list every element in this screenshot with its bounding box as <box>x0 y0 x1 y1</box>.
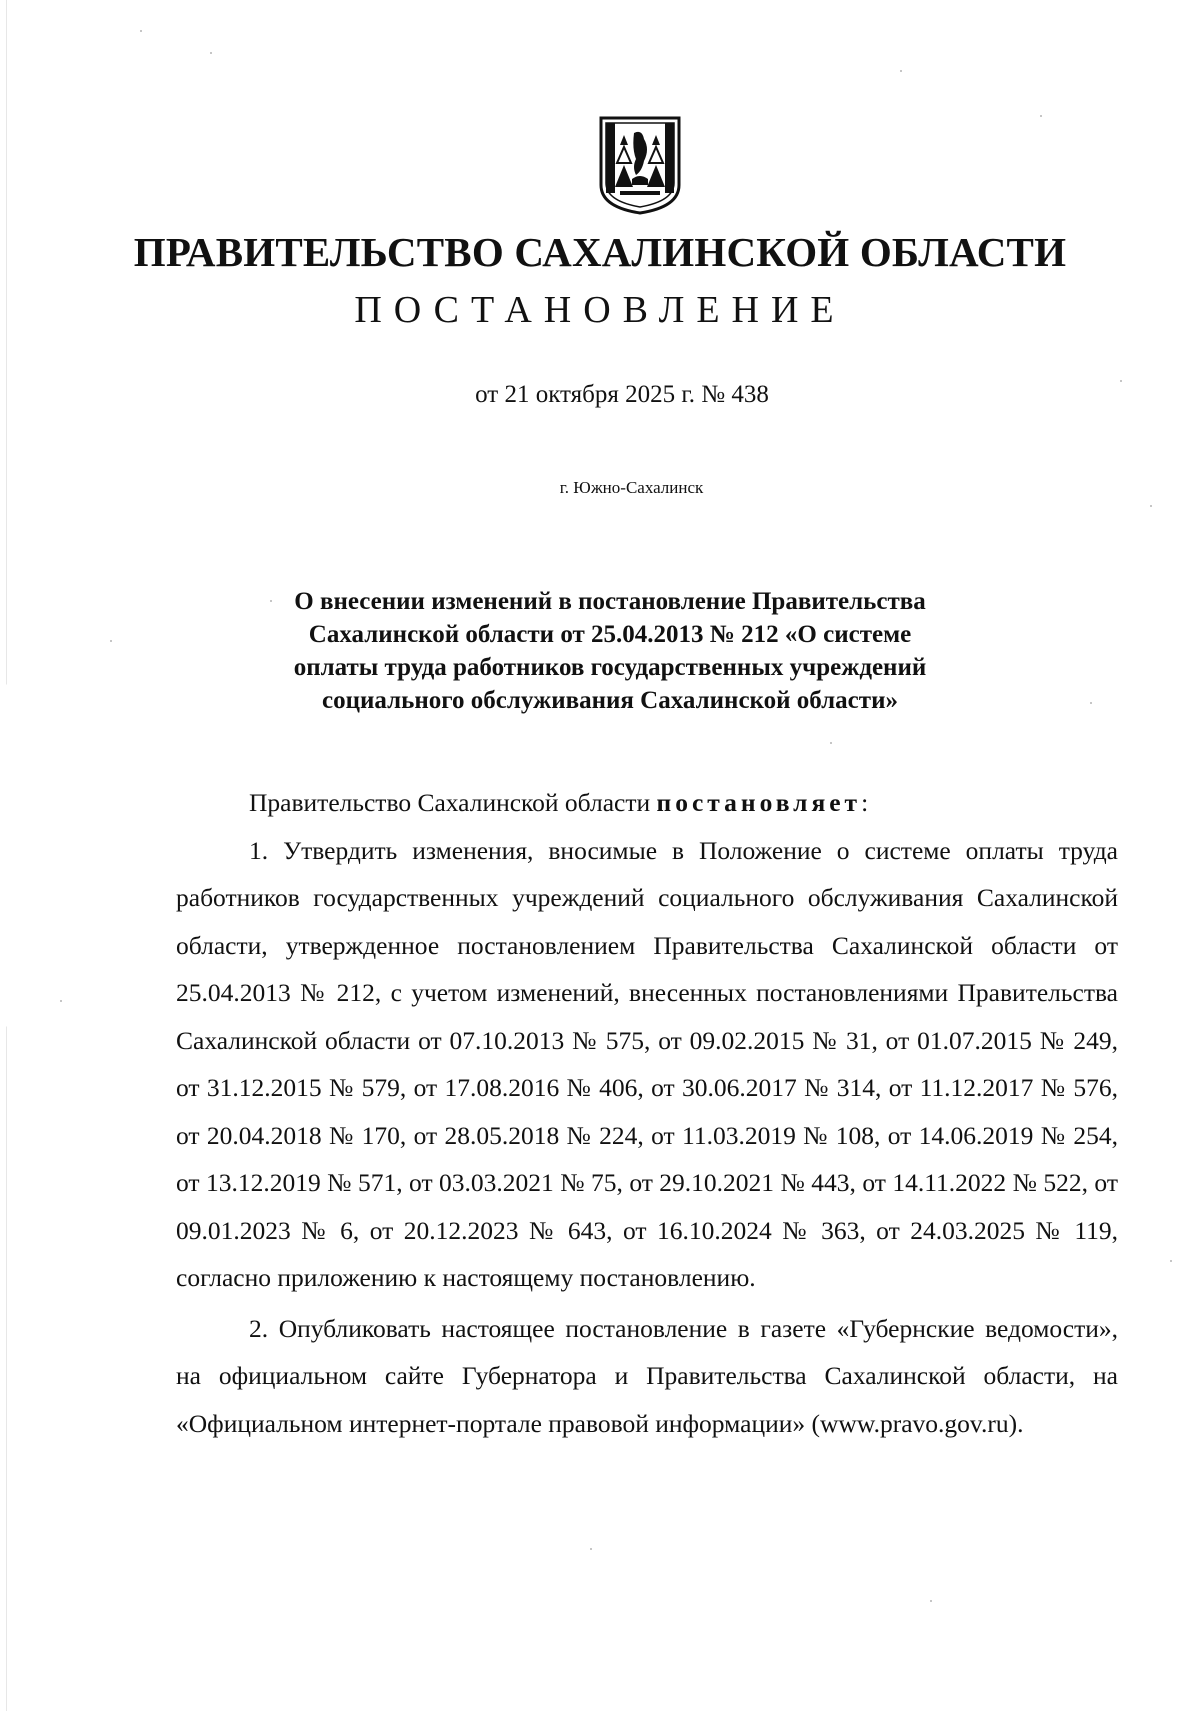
document-city: г. Южно-Сахалинск <box>559 478 704 497</box>
subject-line: О внесении изменений в постановление Правительства <box>294 588 926 615</box>
scan-speck <box>1170 1260 1172 1262</box>
subject-line: Сахалинской области от 25.04.2013 № 212 «О системе <box>308 621 912 648</box>
government-title: ПРАВИТЕЛЬСТВО САХАЛИНСКОЙ ОБЛАСТИ <box>133 229 1067 275</box>
subject-line: социального обслуживания Сахалинской области» <box>322 687 898 714</box>
scan-speck <box>1150 505 1152 507</box>
scan-speck <box>140 30 142 32</box>
scan-speck <box>60 1000 62 1002</box>
scan-speck <box>1040 115 1042 117</box>
document-type-title: ПОСТАНОВЛЕНИЕ <box>354 289 846 331</box>
scan-speck <box>900 70 902 72</box>
item-2-paragraph: 2. Опубликовать настоящее постановление в газете «Губернские ведомости», на официальном сайте Губернатора и Правительства Сахалинской области, на «Официальном интернет-портале правовой информации» (www.pravo.gov.ru). <box>176 1313 1118 1438</box>
document-subject <box>0 585 1200 717</box>
scan-speck <box>830 742 832 744</box>
subject-line: оплаты труда работников государственных учреждений <box>293 654 927 681</box>
scan-speck <box>930 1600 932 1602</box>
preamble-paragraph <box>176 779 1118 827</box>
preamble-colon: : <box>861 788 869 817</box>
document-date-number: от 21 октября 2025 г. № 438 <box>475 381 769 408</box>
preamble-verb: постановляет <box>656 788 862 817</box>
preamble-text: Правительство Сахалинской области <box>249 788 657 817</box>
scan-speck <box>210 52 212 54</box>
item-1-paragraph: 1. Утвердить изменения, вносимые в Положение о системе оплаты труда работников государственных учреждений социального обслуживания Сахалинской области, утвержденное постановлением Правительства Сахалинской области от 25.04.2013 № 212, с учетом изменений, внесенных постановлениями Правительства Сахалинской области от 07.10.2013 № 575, от 09.02.2015 № 31, от 01.07.2015 № 249, от 31.12.2015 № 579, от 17.08.2016 № 406, от 30.06.2017 № 314, от 11.12.2017 № 576, от 20.04.2018 № 170, от 28.05.2018 № 224, от 11.03.2019 № 108, от 14.06.2019 № 254, от 13.12.2019 № 571, от 03.03.2021 № 75, от 29.10.2021 № 443, от 14.11.2022 № 522, от 09.01.2023 № 6, от 20.12.2023 № 643, от 16.10.2024 № 363, от 24.03.2025 № 119, согласно приложению к настоящему постановлению. <box>176 835 1118 1292</box>
sakhalin-coat-of-arms-icon <box>598 115 682 215</box>
scan-speck <box>590 1548 592 1550</box>
document-body <box>176 779 1118 1447</box>
